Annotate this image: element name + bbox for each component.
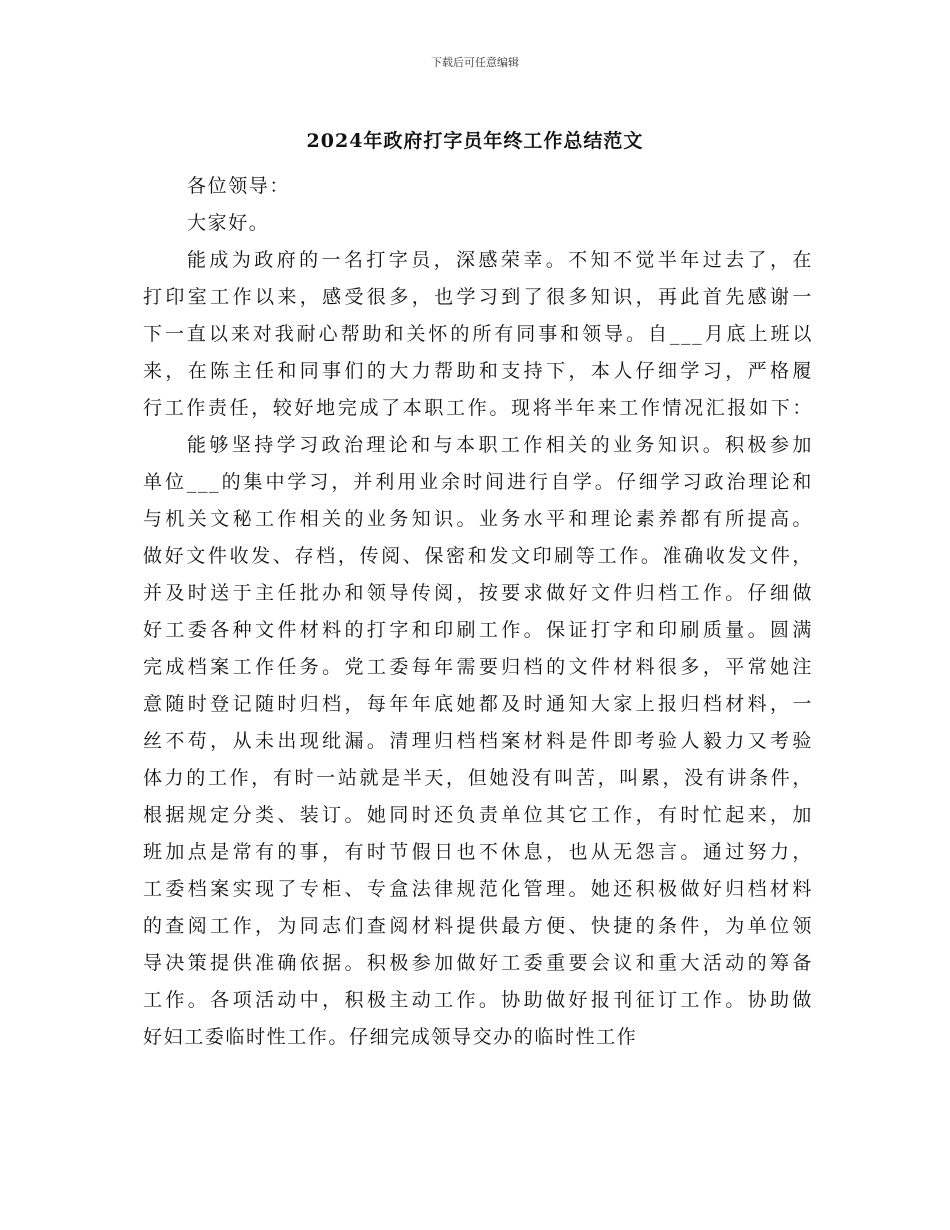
document-title: 2024年政府打字员年终工作总结范文	[306, 130, 644, 152]
body-line: 好工委各种文件材料的打字和印刷工作。保证打字和印刷质量。圆满	[143, 619, 813, 641]
body-line: 班加点是常有的事，有时节假日也不休息，也从无怨言。通过努力，	[143, 841, 813, 863]
header-note: 下载后可任意编辑	[431, 56, 519, 69]
body-line: 导决策提供准确依据。积极参加做好工委重要会议和重大活动的筹备	[143, 952, 813, 974]
body-line: 来，在陈主任和同事们的大力帮助和支持下，本人仔细学习，严格履	[143, 360, 813, 382]
body-line: 单位___的集中学习，并利用业余时间进行自学。仔细学习政治理论和	[143, 471, 813, 493]
body-line: 体力的工作，有时一站就是半天，但她没有叫苦，叫累，没有讲条件，	[143, 767, 813, 789]
body-line: 完成档案工作任务。党工委每年需要归档的文件材料很多，平常她注	[143, 656, 813, 678]
body-line: 做好文件收发、存档，传阅、保密和发文印刷等工作。准确收发文件，	[143, 545, 813, 567]
body-line: 能成为政府的一名打字员，深感荣幸。不知不觉半年过去了，在	[187, 249, 813, 271]
body-line: 工委档案实现了专柜、专盒法律规范化管理。她还积极做好归档材料	[143, 878, 813, 900]
document-body	[143, 168, 813, 1056]
body-line: 与机关文秘工作相关的业务知识。业务水平和理论素养都有所提高。	[143, 508, 813, 530]
greeting-line: 大家好。	[187, 212, 270, 234]
body-line: 行工作责任，较好地完成了本职工作。现将半年来工作情况汇报如下：	[143, 397, 813, 419]
body-line: 根据规定分类、装订。她同时还负责单位其它工作，有时忙起来，加	[143, 804, 813, 826]
body-line: 的查阅工作，为同志们查阅材料提供最方便、快捷的条件，为单位领	[143, 915, 813, 937]
body-line: 工作。各项活动中，积极主动工作。协助做好报刊征订工作。协助做	[143, 989, 813, 1011]
body-line-last: 好妇工委临时性工作。仔细完成领导交办的临时性工作	[143, 1026, 638, 1048]
body-line: 打印室工作以来，感受很多，也学习到了很多知识，再此首先感谢一	[143, 286, 813, 308]
body-line: 意随时登记随时归档，每年年底她都及时通知大家上报归档材料，一	[143, 693, 813, 715]
body-line: 丝不苟，从未出现纰漏。清理归档档案材料是件即考验人毅力又考验	[143, 730, 813, 752]
body-line: 下一直以来对我耐心帮助和关怀的所有同事和领导。自___月底上班以	[143, 323, 813, 345]
salutation-line: 各位领导：	[187, 175, 291, 197]
body-line: 并及时送于主任批办和领导传阅，按要求做好文件归档工作。仔细做	[143, 582, 813, 604]
body-line: 能够坚持学习政治理论和与本职工作相关的业务知识。积极参加	[187, 434, 813, 456]
